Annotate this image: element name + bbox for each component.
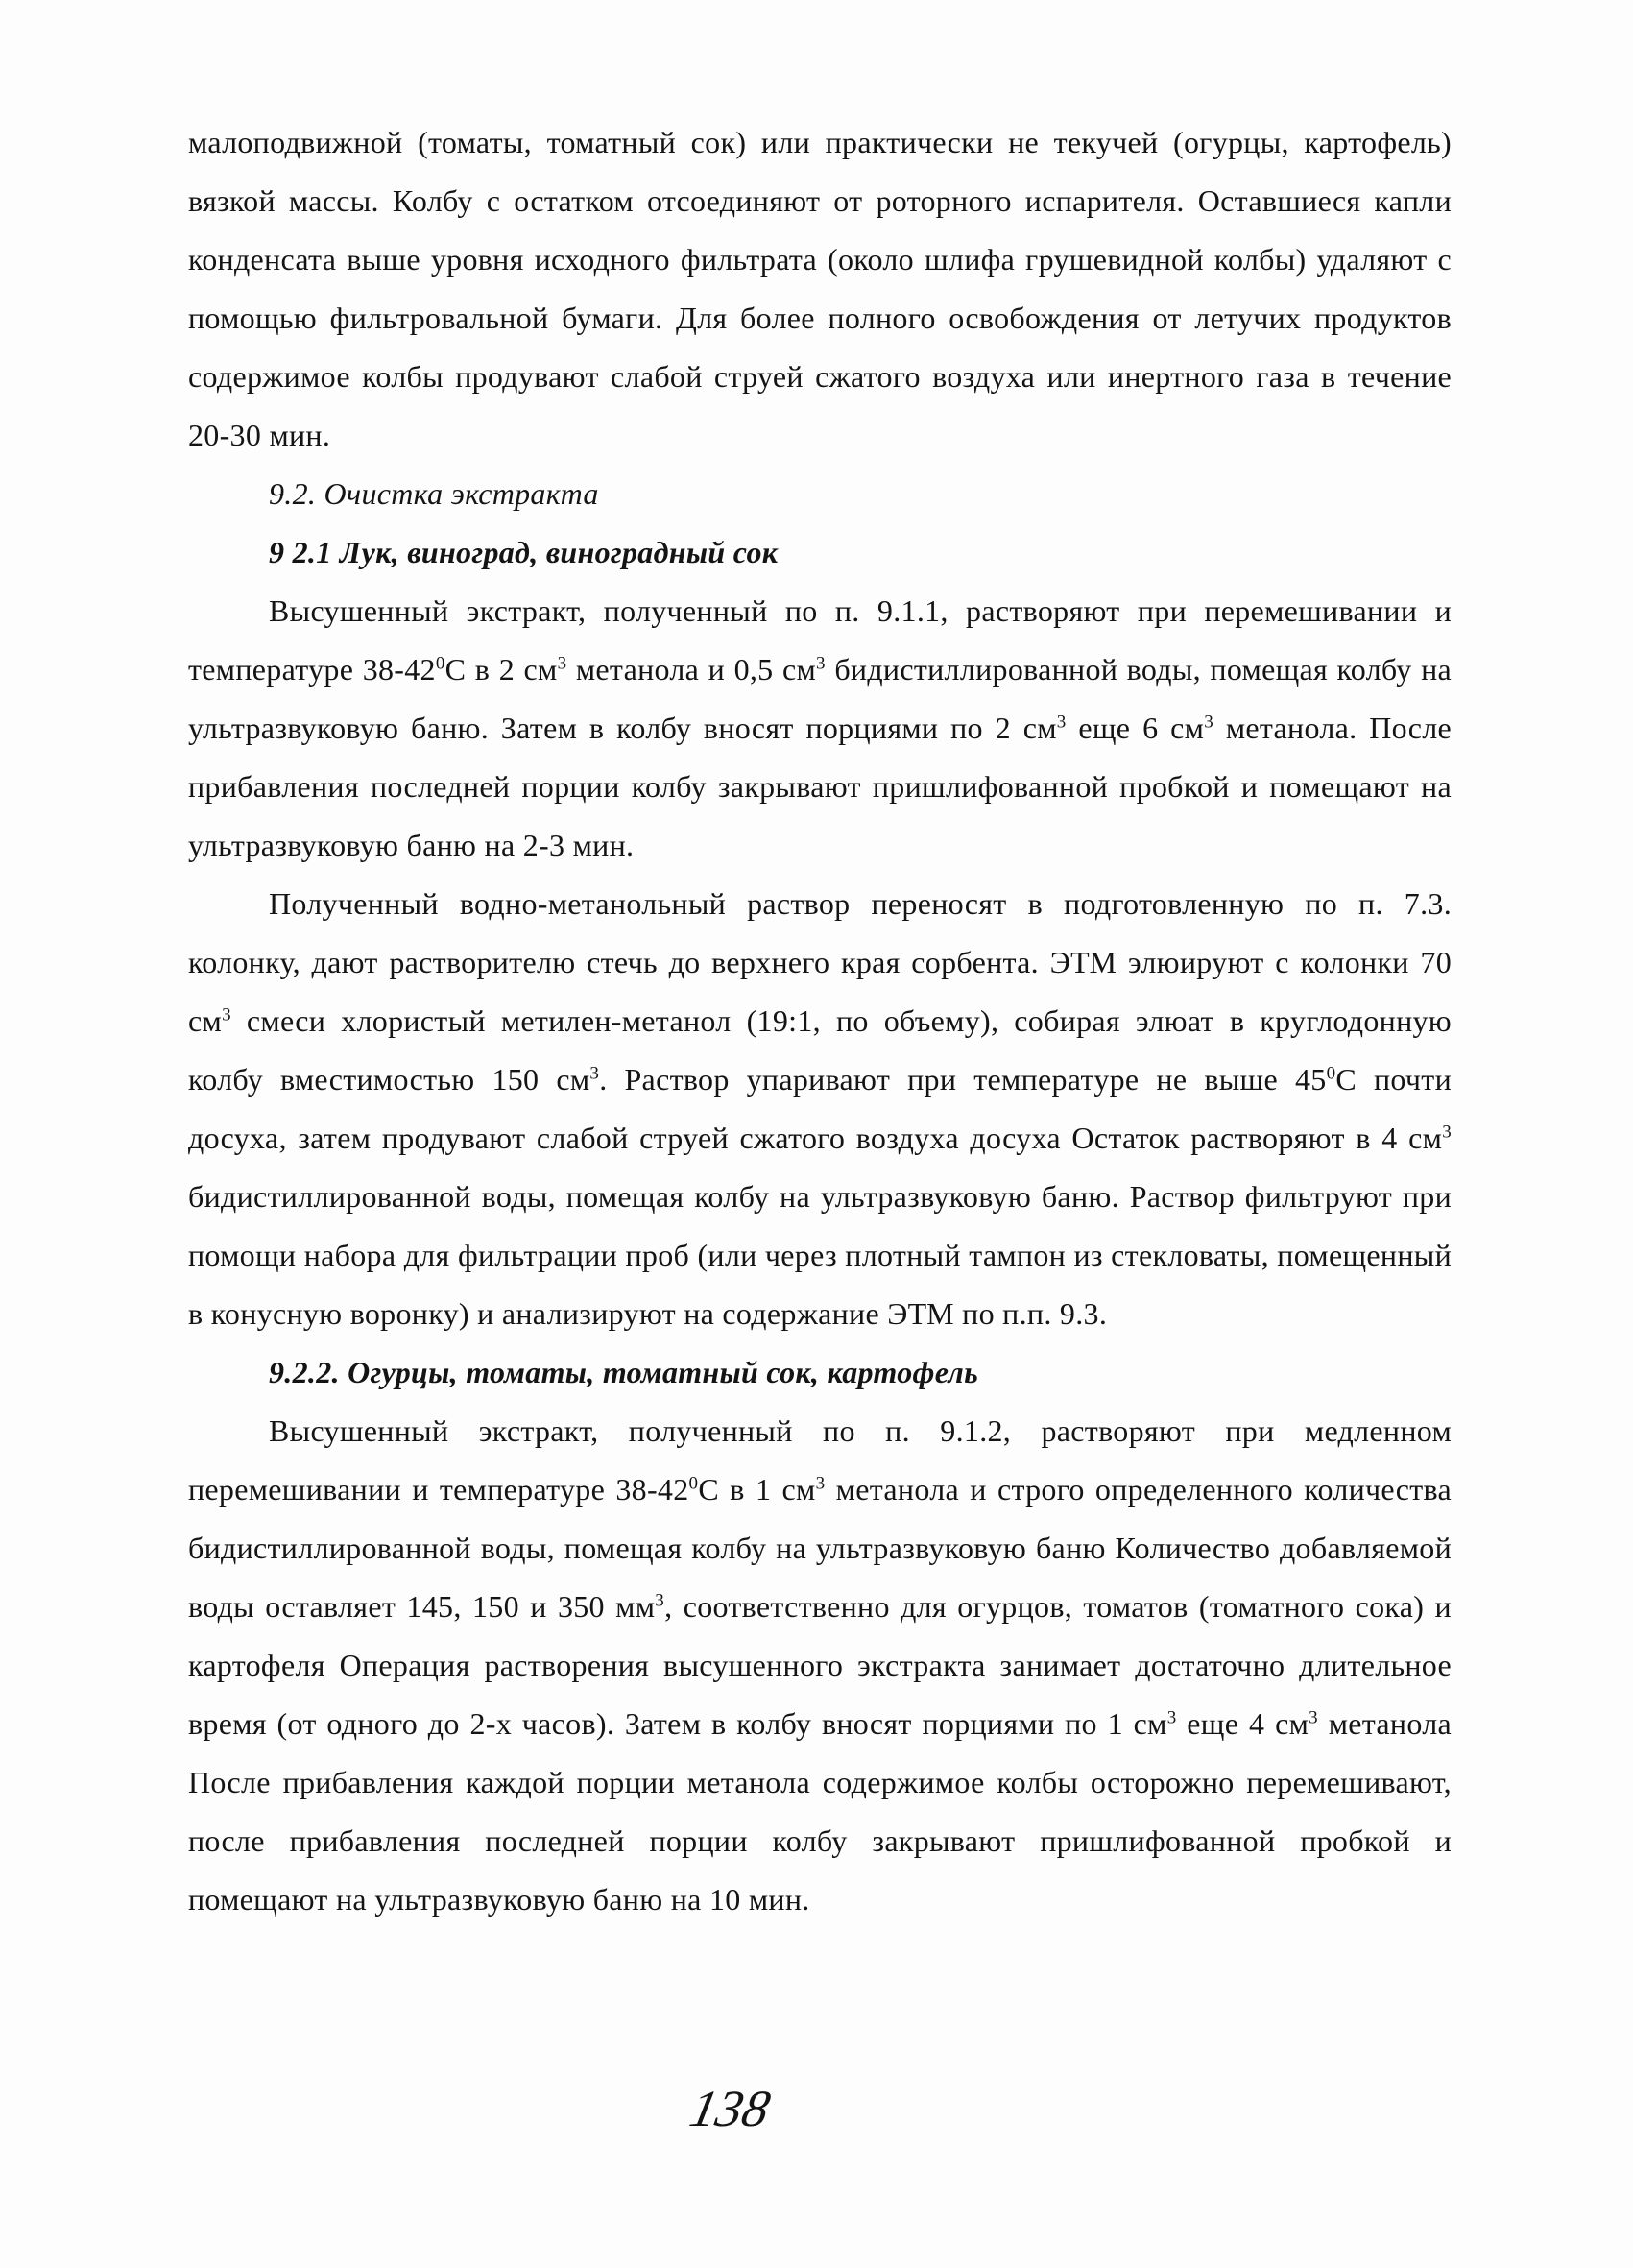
subsection-heading-9-2-1: 9 2.1 Лук, виноград, виноградный сок: [269, 535, 779, 569]
paragraph-onion-grape: Высушенный экстракт, полученный по п. 9.1.1, растворяют при перемешивании и температуре $38-42^0С$ в 2 $см^3$ метанола и 0,5 $см^3$ бидистиллированной воды, помещая колбу на ультразвуковую баню. Затем в колбу вносят порциями по 2 $см^3$ еще 6 $см^3$ метанола. После прибавления последней порции колбу закрывают пришлифованной пробкой и помещают на ультразвуковую баню на 2-3 мин.: [188, 593, 1452, 862]
paragraph-continuation: малоподвижной (томаты, томатный сок) или практически не текучей (огурцы, картофель) вязкой массы. Колбу с остатком отсоединяют от роторного испарителя. Оставшиеся капли конденсата выше уровня исходного фильтрата (около шлифа грушевидной колбы) удаляют с помощью фильтровальной бумаги. Для более полного освобождения от летучих продуктов содержимое колбы продувают слабой струей сжатого воздуха или инертного газа в течение 20-30 мин.: [188, 125, 1452, 452]
section-heading-9-2: 9.2. Очистка экстракта: [269, 476, 599, 511]
page-number: 138: [684, 2080, 776, 2137]
subsection-heading-9-2-2: 9.2.2. Огурцы, томаты, томатный сок, картофель: [269, 1355, 979, 1389]
paragraph-cucumber-tomato-potato: Высушенный экстракт, полученный по п. 9.1.2, растворяют при медленном перемешивании и температуре $38-42^0С$ в 1 $см^3$ метанола и строго определенного количества бидистиллированной воды, помещая колбу на ультразвуковую баню Количество добавляемой воды оставляет 145, 150 и 350 $мм^3$, соответственно для огурцов, томатов (томатного сока) и картофеля Операция растворения высушенного экстракта занимает достаточно длительное время (от одного до 2-х часов). Затем в колбу вносят порциями по 1 $см^3$ еще 4 $см^3$ метанола После прибавления каждой порции метанола содержимое колбы осторожно перемешивают, после прибавления последней порции колбу закрывают пришлифованной пробкой и помещают на ультразвуковую баню на 10 мин.: [188, 1413, 1453, 1917]
paragraph-column-elution: Полученный водно-метанольный раствор переносят в подготовленную по п. 7.3. колонку, дают растворителю стечь до верхнего края сорбента. ЭТМ элюируют с колонки 70 $см^3$ смеси хлористый метилен-метанол (19:1, по объему), собирая элюат в круглодонную колбу вместимостью 150 $см^3$. Раствор упаривают при температуре не выше $45^0С$ почти досуха, затем продувают слабой струей сжатого воздуха досуха Остаток растворяют в 4 $см^3$ бидистиллированной воды, помещая колбу на ультразвуковую баню. Раствор фильтруют при помощи набора для фильтрации проб (или через плотный тампон из стекловаты, помещенный в конусную воронку) и анализируют на содержание ЭТМ по п.п. 9.3.: [188, 886, 1452, 1331]
body-text: [188, 113, 1452, 1929]
